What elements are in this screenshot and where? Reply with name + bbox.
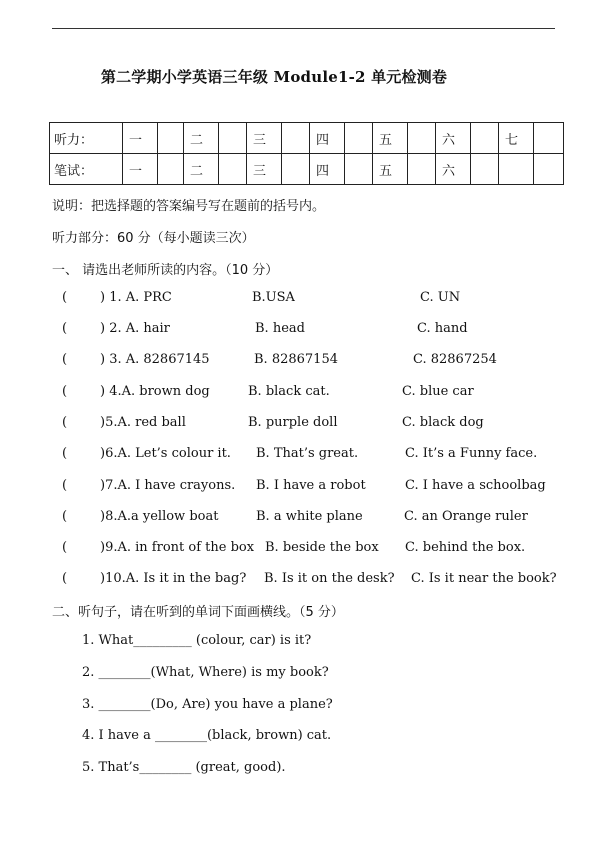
score-blank[interactable]	[534, 123, 564, 154]
answer-paren[interactable]: (	[62, 321, 68, 336]
option-a: )7.A. I have crayons.	[100, 478, 236, 493]
option-c: C. blue car	[402, 384, 474, 399]
answer-paren[interactable]: (	[62, 290, 68, 305]
score-blank[interactable]	[471, 123, 499, 154]
option-b: B. purple doll	[248, 415, 338, 430]
score-section-label: 一	[123, 123, 158, 154]
section2-title: 二、听句子，请在听到的单词下面画横线。（5 分）	[52, 605, 344, 620]
fill-blank-item[interactable]: 2. ________(What, Where) is my book?	[82, 665, 329, 680]
score-section-label: 七	[499, 123, 534, 154]
answer-paren[interactable]: (	[62, 446, 68, 461]
option-a: )10.A. Is it in the bag?	[100, 571, 247, 586]
option-a: ) 4.A. brown dog	[100, 384, 210, 399]
score-section-label: 四	[310, 123, 345, 154]
score-section-label	[499, 154, 534, 185]
score-row-listening	[50, 123, 564, 154]
fill-blank-item[interactable]: 5. That’s________ (great, good).	[82, 760, 286, 775]
fill-blank-item[interactable]: 1. What_________ (colour, car) is it?	[82, 633, 312, 648]
score-blank[interactable]	[534, 154, 564, 185]
option-a: )5.A. red ball	[100, 415, 186, 430]
option-b: B.USA	[252, 290, 295, 305]
answer-paren[interactable]: (	[62, 478, 68, 493]
option-b: B. That’s great.	[256, 446, 359, 461]
option-a: ) 1. A. PRC	[100, 290, 172, 305]
answer-paren[interactable]: (	[62, 571, 68, 586]
score-section-label: 五	[373, 123, 408, 154]
option-c: C. an Orange ruler	[404, 509, 528, 524]
score-section-label: 三	[247, 154, 282, 185]
option-c: C. hand	[417, 321, 468, 336]
score-blank[interactable]	[158, 123, 184, 154]
score-row-written	[50, 154, 564, 185]
fill-blank-item[interactable]: 3. ________(Do, Are) you have a plane?	[82, 697, 333, 712]
score-blank[interactable]	[345, 123, 373, 154]
score-section-label: 六	[436, 123, 471, 154]
option-a: )9.A. in front of the box	[100, 540, 255, 555]
score-section-label: 五	[373, 154, 408, 185]
listening-header: 听力部分：60 分（每小题读三次）	[52, 231, 255, 246]
score-table	[49, 122, 564, 185]
score-section-label: 二	[184, 123, 219, 154]
score-section-label: 四	[310, 154, 345, 185]
option-b: B. beside the box	[265, 540, 379, 555]
option-c: C. I have a schoolbag	[405, 478, 546, 493]
answer-paren[interactable]: (	[62, 540, 68, 555]
score-section-label: 二	[184, 154, 219, 185]
instructions: 说明：把选择题的答案编号写在题前的括号内。	[52, 199, 326, 214]
score-section-label: 一	[123, 154, 158, 185]
score-blank[interactable]	[219, 154, 247, 185]
score-blank[interactable]	[282, 123, 310, 154]
page-title: 第二学期小学英语三年级 Module1-2 单元检测卷	[100, 68, 448, 86]
option-c: C. UN	[420, 290, 461, 305]
score-row-label: 听力：	[50, 123, 123, 154]
score-row-label: 笔试：	[50, 154, 123, 185]
answer-paren[interactable]: (	[62, 509, 68, 524]
option-b: B. Is it on the desk?	[264, 571, 395, 586]
option-a: ) 3. A. 82867145	[100, 352, 210, 367]
option-b: B. I have a robot	[256, 478, 366, 493]
option-b: B. black cat.	[248, 384, 330, 399]
score-blank[interactable]	[219, 123, 247, 154]
section1-title: 一、 请选出老师所读的内容。（10 分）	[52, 263, 279, 278]
option-c: C. behind the box.	[405, 540, 526, 555]
top-rule	[52, 28, 555, 29]
score-blank[interactable]	[471, 154, 499, 185]
score-blank[interactable]	[282, 154, 310, 185]
option-b: B. 82867154	[254, 352, 338, 367]
fill-blank-item[interactable]: 4. I have a ________(black, brown) cat.	[82, 728, 332, 743]
answer-paren[interactable]: (	[62, 352, 68, 367]
option-a: )6.A. Let’s colour it.	[100, 446, 231, 461]
score-section-label: 三	[247, 123, 282, 154]
option-c: C. black dog	[402, 415, 484, 430]
option-a: )8.A.a yellow boat	[100, 509, 219, 524]
option-b: B. a white plane	[256, 509, 363, 524]
score-section-label: 六	[436, 154, 471, 185]
score-blank[interactable]	[158, 154, 184, 185]
answer-paren[interactable]: (	[62, 415, 68, 430]
option-b: B. head	[255, 321, 305, 336]
option-c: C. 82867254	[413, 352, 497, 367]
option-c: C. It’s a Funny face.	[405, 446, 538, 461]
score-blank[interactable]	[345, 154, 373, 185]
answer-paren[interactable]: (	[62, 384, 68, 399]
score-blank[interactable]	[408, 123, 436, 154]
option-a: ) 2. A. hair	[100, 321, 170, 336]
option-c: C. Is it near the book?	[411, 571, 557, 586]
score-blank[interactable]	[408, 154, 436, 185]
